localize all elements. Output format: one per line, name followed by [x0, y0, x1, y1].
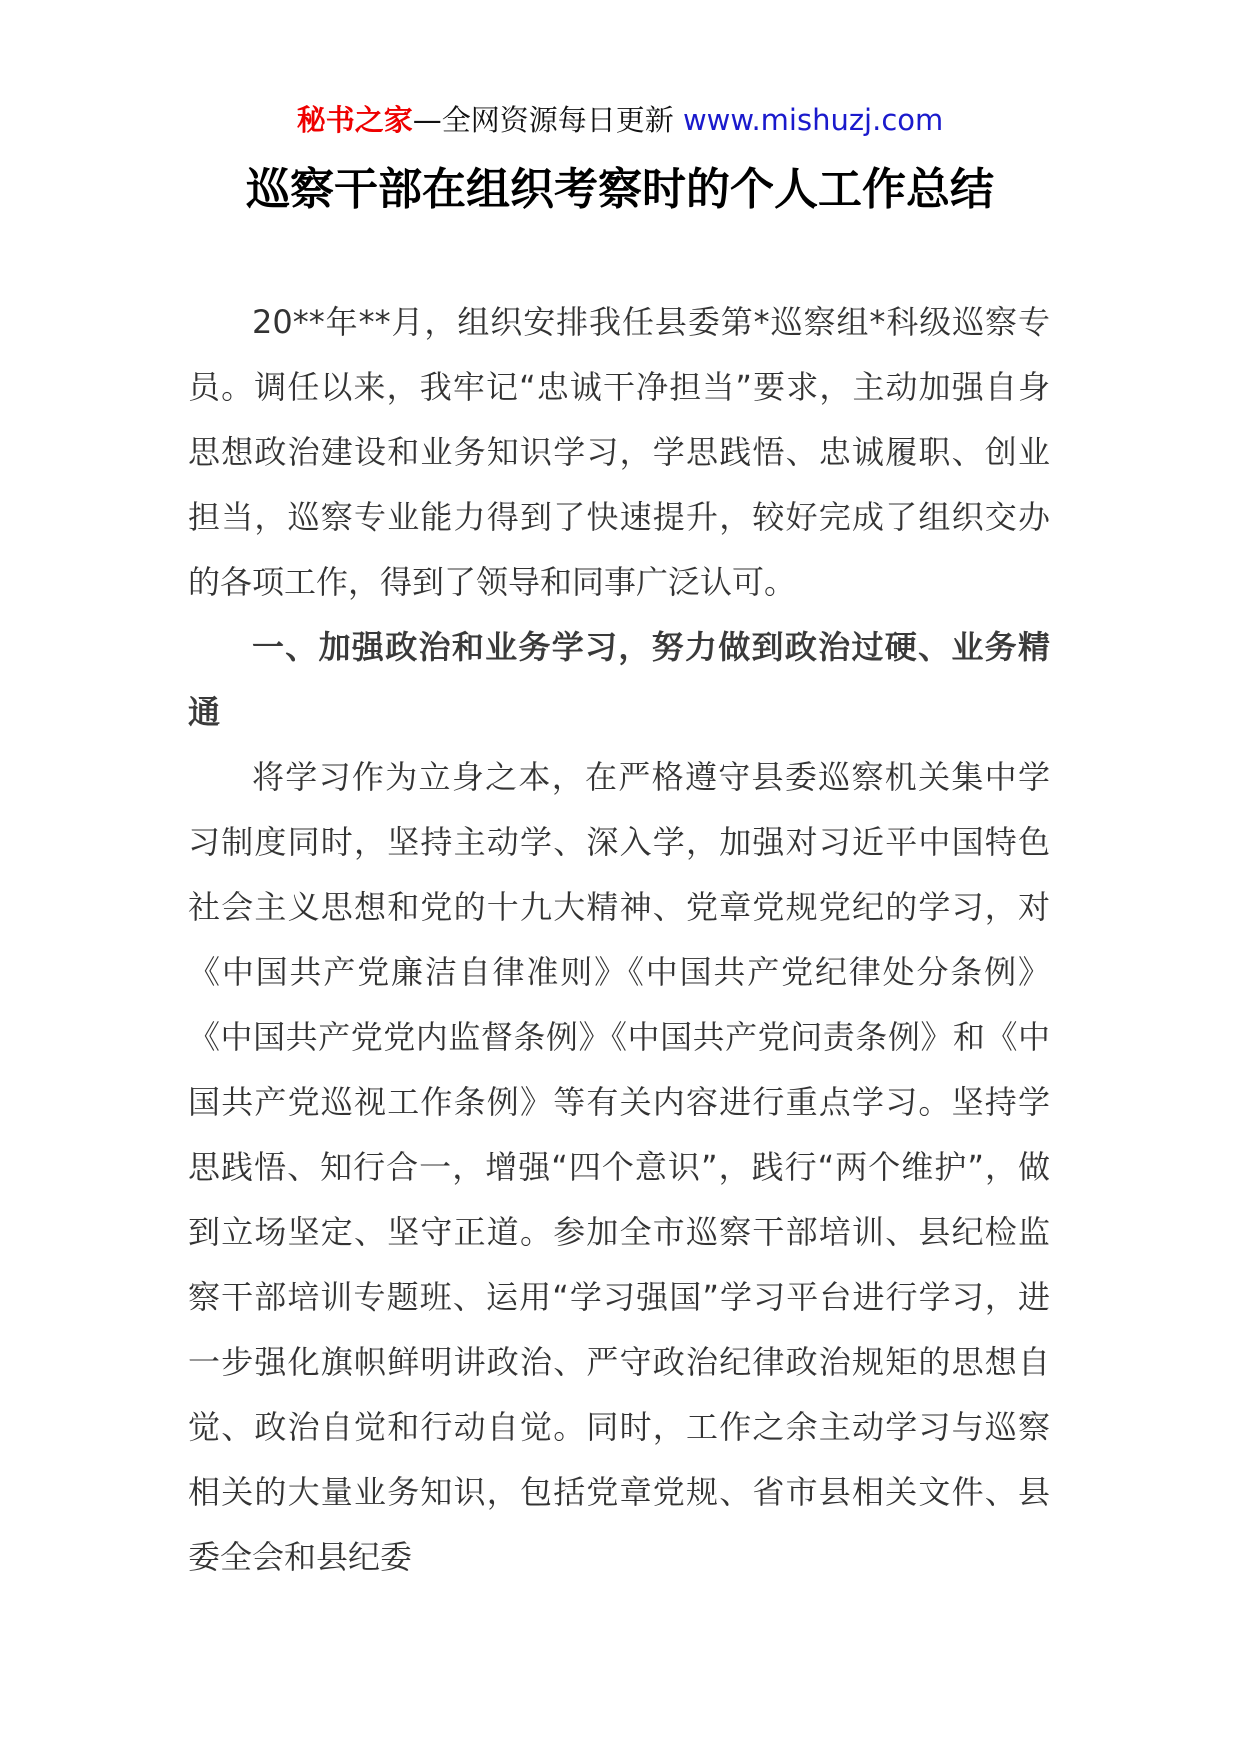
site-brand: 秘书之家 — [296, 103, 413, 137]
document-title: 巡察干部在组织考察时的个人工作总结 — [246, 164, 994, 215]
site-slogan: —全网资源每日更新 — [412, 103, 674, 137]
site-header — [0, 100, 1240, 140]
body-paragraph: 将学习作为立身之本，在严格遵守县委巡察机关集中学习制度同时，坚持主动学、深入学，加强对习近平中国特色社会主义思想和党的十九大精神、党章党规党纪的学习，对《中国共产党廉洁自律准则》《中国共产党纪律处分条例》《中国共产党党内监督条例》《中国共产党问责条例》和《中国共产党巡视工作条例》等有关内容进行重点学习。坚持学思践悟、知行合一，增强“四个意识”，践行“两个维护”，做到立场坚定、坚守正道。参加全市巡察干部培训、县纪检监察干部培训专题班、运用“学习强国”学习平台进行学习，进一步强化旗帜鲜明讲政治、严守政治纪律政治规矩的思想自觉、政治自觉和行动自觉。同时，工作之余主动学习与巡察相关的大量业务知识，包括党章党规、省市县相关文件、县委全会和县纪委 — [188, 758, 1050, 1576]
intro-paragraph: 20**年**月，组织安排我任县委第*巡察组*科级巡察专员。调任以来，我牢记“忠诚干净担当”要求，主动加强自身思想政治建设和业务知识学习，学思践悟、忠诚履职、创业担当，巡察专业能力得到了快速提升，较好完成了组织交办的各项工作，得到了领导和同事广泛认可。 — [188, 303, 1050, 601]
document-body — [188, 290, 1050, 1590]
site-url-link[interactable]: www.mishuzj.com — [682, 103, 944, 137]
section-heading-1: 一、加强政治和业务学习，努力做到政治过硬、业务精通 — [188, 628, 1050, 731]
